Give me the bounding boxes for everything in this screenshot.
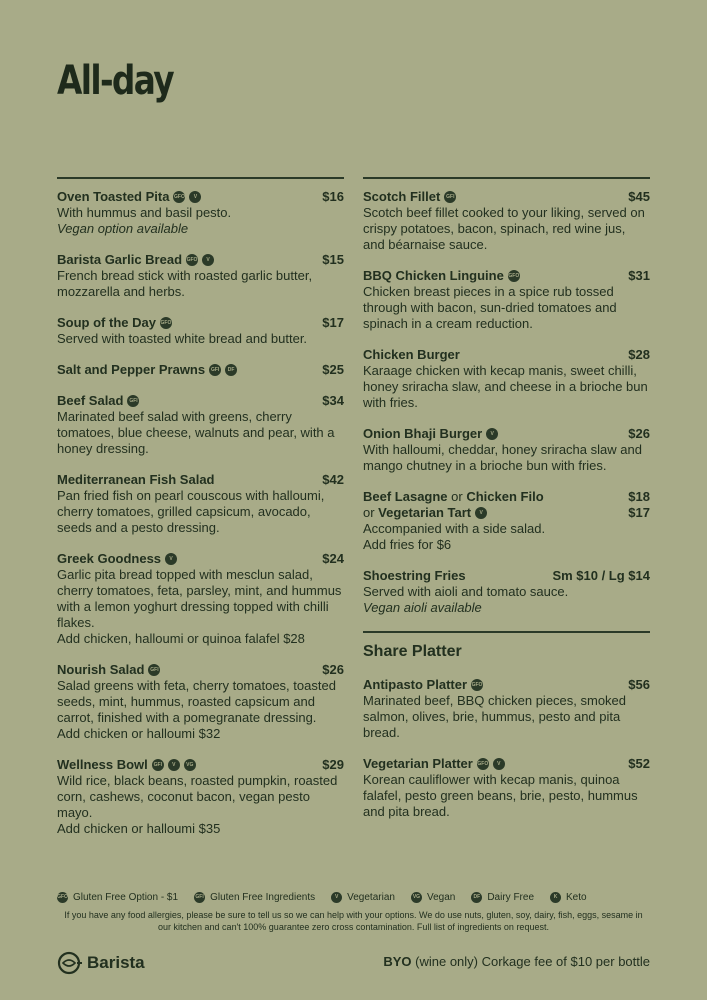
menu-item [57,315,344,347]
item-description: Accompanied with a side salad. [363,521,546,536]
legend-item [471,892,534,903]
item-name: Onion Bhaji Burger [363,426,483,441]
menu-column-left [57,177,344,852]
item-name: Salt and Pepper Prawns [57,362,206,377]
menu-item [363,756,650,820]
section-title-share-platter: Share Platter [363,643,462,660]
item-name: Nourish Salad [57,662,145,677]
legend-item [57,892,178,903]
menu-item [57,551,344,647]
gluten-free-ingredients-icon: GFI [152,759,164,771]
menu-item [363,189,650,253]
gluten-free-ingredients-icon: GFI [444,191,456,203]
gluten-free-option-icon: GFO [508,270,520,282]
dietary-legend [57,892,650,903]
gluten-free-option-icon: GFO [173,191,185,203]
menu-item [363,268,650,332]
item-description: Korean cauliflower with kecap manis, quinoa falafel, pesto green beans, brie, pesto, hummus and pita bread. [363,772,638,819]
menu-item [57,252,344,300]
item-price: $31 [628,268,650,283]
byo-notice [383,954,650,969]
item-name: Beef Salad [57,393,124,408]
item-name: Vegetarian Tart [378,505,472,520]
item-description: With halloumi, cheddar, honey sriracha slaw and mango chutney in a brioche bun with fries. [363,442,642,473]
legend-label: Keto [566,892,587,903]
divider [363,177,650,179]
item-note: Vegan option available [57,221,189,236]
item-price: $24 [322,551,344,566]
item-price: $18 [628,489,650,504]
gluten-free-ingredients-icon: GFI [209,364,221,376]
legend-item [411,892,455,903]
menu-item [57,472,344,536]
or-text: or [447,489,467,504]
item-description: Marinated beef salad with greens, cherry tomatoes, blue cheese, walnuts and pear, with a honey dressing. [57,409,335,456]
gluten-free-ingredients-icon: GFI [127,395,139,407]
item-name: Chicken Filo [466,489,544,504]
item-description: Garlic pita bread topped with mesclun salad, cherry tomatoes, feta, parsley, mint, and hummus with a lemon yoghurt dressing topped with chilli flakes. [57,567,342,630]
item-price: $45 [628,189,650,204]
item-name: Mediterranean Fish Salad [57,472,215,487]
item-price: $52 [628,756,650,771]
item-description: French bread stick with roasted garlic butter, mozzarella and herbs. [57,268,313,299]
item-price: $17 [628,505,650,520]
vegan-icon: VG [184,759,196,771]
item-description: Karaage chicken with kecap manis, sweet chilli, honey sriracha slaw, and cheese in a brioche bun with fries. [363,363,648,410]
item-name: Wellness Bowl [57,757,148,772]
vegetarian-icon: V [331,892,342,903]
menu-item [57,362,344,378]
gluten-free-option-icon: GFO [57,892,68,903]
item-description: Marinated beef, BBQ chicken pieces, smoked salmon, olives, brie, hummus, pesto and pita bread. [363,693,627,740]
item-price: $26 [322,662,344,677]
vegetarian-icon: V [475,507,487,519]
gluten-free-ingredients-icon: GFI [148,664,160,676]
or-text: or [363,505,379,520]
menu-item [57,662,344,742]
page-title: All-day [57,58,173,104]
allergy-notice: If you have any food allergies, please be sure to tell us so we can help with your options. We do use nuts, gluten, soy, dairy, fish, eggs, sesame in our kitchen and can't 100% guarantee zero cross contamination. Full list of ingredients on request. [64,910,643,932]
item-description: Pan fried fish on pearl couscous with halloumi, cherry tomatoes, grilled capsicum, avocado, seeds and a pesto dressing. [57,488,325,535]
item-name: Vegetarian Platter [363,756,473,771]
gluten-free-ingredients-icon: GFI [194,892,205,903]
legend-item [331,892,395,903]
legend-label: Vegetarian [347,892,395,903]
item-description: Wild rice, black beans, roasted pumpkin, roasted corn, cashews, coconut bacon, vegan pesto mayo. [57,773,338,820]
item-extra: Add chicken, halloumi or quinoa falafel $28 [57,631,305,646]
item-extra: Add chicken or halloumi $32 [57,726,221,741]
item-name: BBQ Chicken Linguine [363,268,504,283]
barista-logo-icon [57,950,83,976]
item-price: $28 [628,347,650,362]
item-name: Antipasto Platter [363,677,468,692]
legend-label: Gluten Free Ingredients [210,892,316,903]
divider [57,177,344,179]
menu-item-fries [363,568,650,616]
item-extra: Add chicken or halloumi $35 [57,821,221,836]
gluten-free-option-icon: GFO [160,317,172,329]
item-price: $17 [322,315,344,330]
menu-item [363,347,650,411]
logo-text: Barista [87,953,145,972]
vegetarian-icon: V [202,254,214,266]
menu-item [57,189,344,237]
item-description: Salad greens with feta, cherry tomatoes, toasted seeds, mint, hummus, roasted capsicum and carrot, finished with a pomegranate dressing. [57,678,336,725]
vegetarian-icon: V [189,191,201,203]
dairy-free-icon: DF [225,364,237,376]
menu-item [363,677,650,741]
item-price: $16 [322,189,344,204]
item-price: $56 [628,677,650,692]
item-description: With hummus and basil pesto. [57,205,232,220]
item-name: Oven Toasted Pita [57,189,170,204]
item-price: $42 [322,472,344,487]
item-name: Soup of the Day [57,315,156,330]
legend-label: Dairy Free [487,892,535,903]
vegetarian-icon: V [486,428,498,440]
dairy-free-icon: DF [471,892,482,903]
item-name: Scotch Fillet [363,189,441,204]
item-description: Chicken breast pieces in a spice rub tossed through with bacon, sun-dried tomatoes and spinach in a cream reduction. [363,284,617,331]
legend-label: Vegan [426,892,456,903]
item-price: $29 [322,757,344,772]
vegetarian-icon: V [165,553,177,565]
divider [363,631,650,633]
item-price: $25 [322,362,344,377]
menu-item [363,426,650,474]
item-description: Scotch beef fillet cooked to your liking, served on crispy potatoes, bacon, spinach, red wine jus, and béarnaise sauce. [363,205,645,252]
item-price: Sm $10 / Lg $14 [552,568,650,583]
byo-text: (wine only) Corkage fee of $10 per bottle [411,954,650,969]
barista-logo [57,950,145,976]
legend-item [550,892,587,903]
menu-column-right [363,177,650,835]
item-name: Barista Garlic Bread [57,252,183,267]
item-price: $26 [628,426,650,441]
item-name: Chicken Burger [363,347,460,362]
menu-item [57,757,344,837]
item-description: Served with toasted white bread and butter. [57,331,308,346]
gluten-free-option-icon: GFO [186,254,198,266]
item-extra: Add fries for $6 [363,537,452,552]
keto-icon: K [550,892,561,903]
item-description: Served with aioli and tomato sauce. [363,584,569,599]
menu-item [57,393,344,457]
vegan-icon: VG [411,892,422,903]
item-note: Vegan aioli available [363,600,482,615]
byo-label: BYO [383,954,412,969]
item-name: Greek Goodness [57,551,162,566]
gluten-free-option-icon: GFO [471,679,483,691]
gluten-free-option-icon: GFO [477,758,489,770]
item-price: $34 [322,393,344,408]
menu-item-lasagne [363,489,650,553]
item-name: Shoestring Fries [363,568,466,583]
item-price: $15 [322,252,344,267]
legend-label: Gluten Free Option - $1 [73,892,179,903]
legend-item [194,892,315,903]
vegetarian-icon: V [493,758,505,770]
vegetarian-icon: V [168,759,180,771]
item-name: Beef Lasagne [363,489,448,504]
